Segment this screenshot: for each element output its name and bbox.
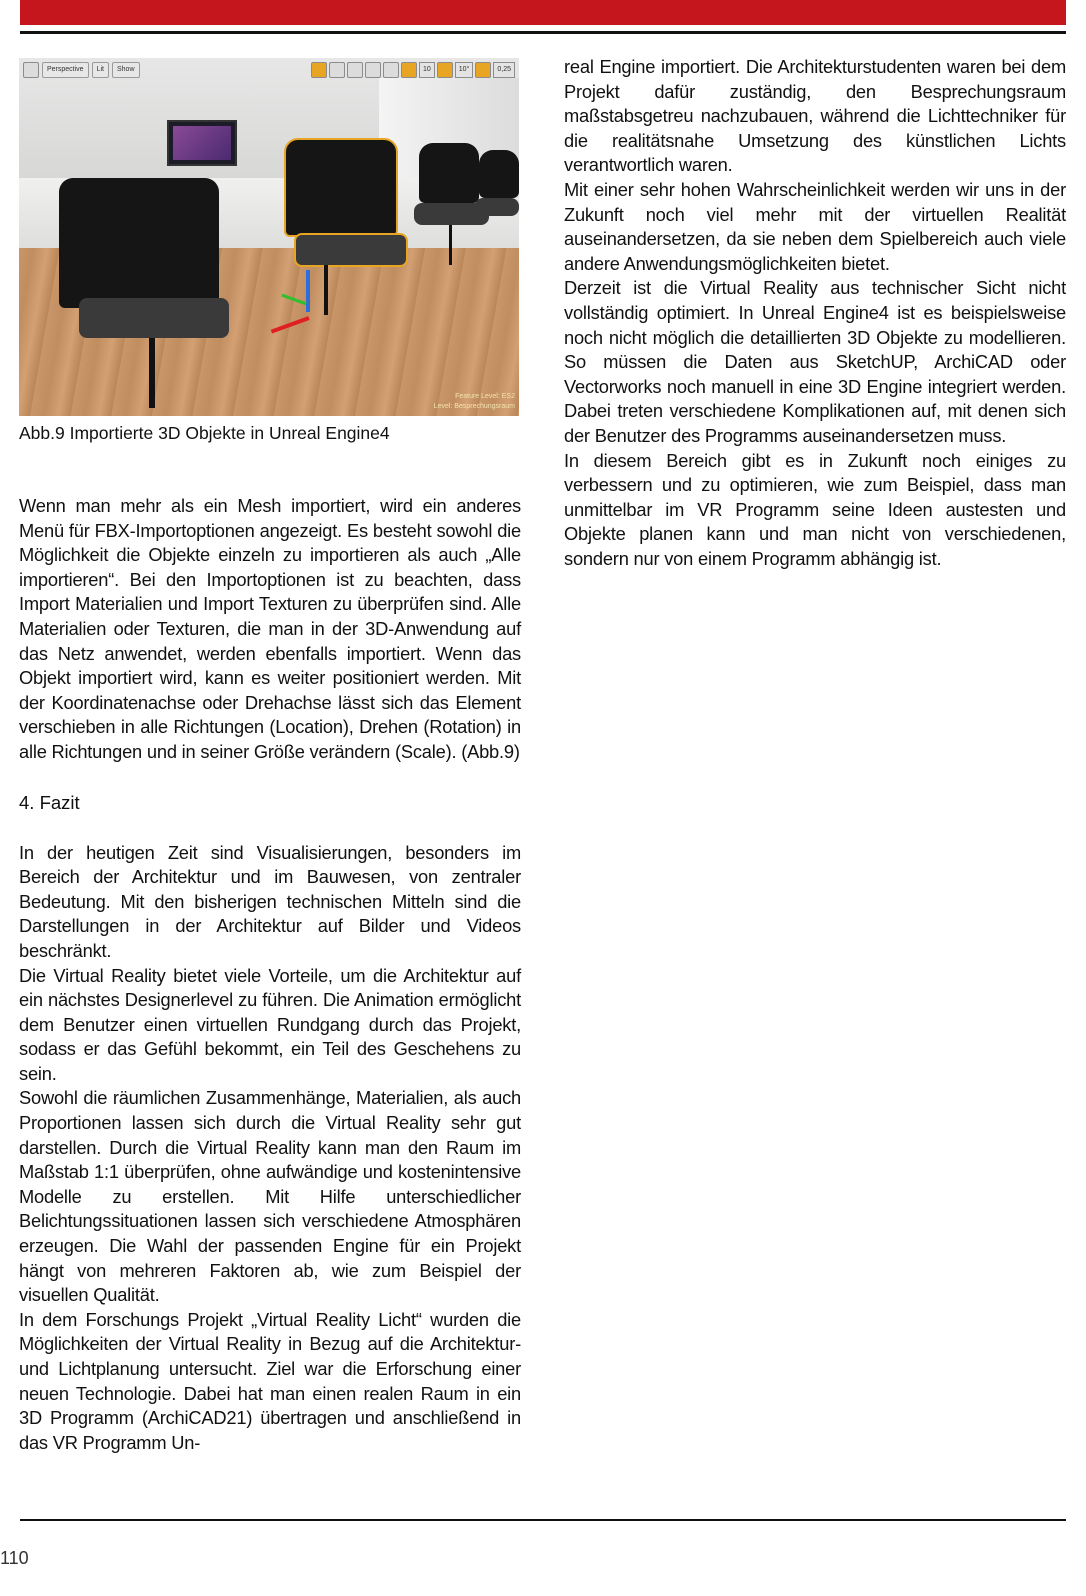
rotate-icon xyxy=(329,62,345,78)
section-heading-fazit: 4. Fazit xyxy=(19,791,80,813)
header-accent-band xyxy=(20,0,1066,25)
header-rule xyxy=(20,31,1066,34)
paragraph: In dem Forschungs Projekt „Virtual Reality Licht“ wurden die Möglichkeiten der Virtual Reality in Bezug auf die Architektur- und Lichtplanung untersucht. Ziel war die Erforschung einer neuen Technologie. Dabei hat man einen realen Raum in ein 3D Programm (ArchiCAD21) übertragen und anschließend in das VR Programm Un- xyxy=(19,1308,521,1453)
figure-caption: Abb.9 Importierte 3D Objekte in Unreal Engine4 xyxy=(19,423,390,443)
perspective-button: Perspective xyxy=(42,62,89,78)
figure-monitor xyxy=(167,120,237,166)
paragraph: Wenn man mehr als ein Mesh importiert, wird ein anderes Menü für FBX-Importoptionen angezeigt. Es besteht sowohl die Möglichkeit die Objekte einzeln zu importieren als auch „Alle importieren“. Bei den Importoptionen ist zu beachten, dass Import Materialien und Import Texturen zu überprüfen sind. Alle Materialien oder Texturen, die man in der 3D-Anwendung auf das Netz anwendet, werden ebenfalls importiert. Wenn das Objekt importiert wird, kann es weiter positioniert werden. Mit der Koordinatenachse oder Drehachse lässt sich das Element verschieben in alle Richtungen (Location), Drehen (Rotation) in alle Richtungen und in seiner Größe verändern (Scale). (Abb.9) xyxy=(19,495,521,762)
paragraph: Die Virtual Reality bietet viele Vorteile, um die Architektur auf ein nächstes Designerlevel zu führen. Die Animation ermöglicht dem Benutzer einen virtuellen Rundgang durch das Projekt, sodass er das Gefühl bekommt, ein Teil des Geschehens zu sein. xyxy=(19,964,521,1084)
lit-button: Lit xyxy=(92,62,109,78)
figure-unreal-engine-screenshot xyxy=(19,58,519,416)
transform-gizmo-z-axis xyxy=(306,270,310,312)
paragraph: Mit einer sehr hohen Wahrscheinlichkeit werden wir uns in der Zukunft noch viel mehr mit der virtuellen Realität auseinandersetzen, da sie neben dem Spielbereich auch viele andere Anwendungsmöglichkeiten bietet. xyxy=(564,178,1066,274)
paragraph: Derzeit ist die Virtual Reality aus technischer Sicht nicht vollständig optimiert. In Unreal Engine4 ist es beispielsweise noch nicht möglich die detaillierten 3D Objekte zu modellieren. So müssen die Daten aus SketchUP, ArchiCAD oder Vectorworks noch manuell in eine 3D Engine integriert werden. Dabei treten verschiedene Komplikationen auf, mit denen sich der Benutzer des Programms auseinandersetzen muss. xyxy=(564,277,1066,446)
paragraph: Sowohl die räumlichen Zusammenhänge, Materialien, als auch Proportionen lassen sich durch die Virtual Reality sehr gut darstellen. Durch die Virtual Reality kann man den Raum im Maßstab 1:1 überprüfen, ohne aufwändige und kostenintensive Modelle zu erstellen. Mit Hilfe unterschiedlicher Belichtungssituationen lassen sich verschiedene Atmosphären erzeugen. Die Wahl der passenden Engine für ein Projekt hängt von mehreren Faktoren ab, wie zum Beispiel der visuellen Qualität. xyxy=(19,1087,521,1306)
right-column xyxy=(564,55,1066,571)
scale-snap-icon xyxy=(475,62,491,78)
viewport-level-info xyxy=(434,392,515,412)
footer-rule xyxy=(20,1519,1066,1521)
page-number: 110 xyxy=(0,1548,29,1568)
viewport-toolbar-left xyxy=(23,62,140,78)
intro-text xyxy=(19,494,521,765)
show-button: Show xyxy=(112,62,140,78)
grid-size-value: 10 xyxy=(419,62,435,78)
fazit-text xyxy=(19,841,521,1456)
grid-snap-icon xyxy=(401,62,417,78)
left-column xyxy=(19,58,521,1455)
viewport-toolbar-right xyxy=(311,62,515,78)
paragraph: In der heutigen Zeit sind Visualisierungen, besonders im Bereich der Architektur und im Bauwesen, von zentraler Bedeutung. Mit den bisherigen technischen Mitteln sind die Darstellungen in der Architektur auf Bilder und Videos beschränkt. xyxy=(19,841,521,961)
scale-snap-value: 0,25 xyxy=(493,62,515,78)
paragraph: real Engine importiert. Die Architekturstudenten waren bei dem Projekt dafür zuständig, den Besprechungsraum maßstabsgetreu nachzubauen, während die Lichttechniker für die realitätsnahe Umsetzung des künstlichen Lichts verantwortlich waren. xyxy=(564,56,1066,176)
world-icon xyxy=(365,62,381,78)
level-name-label: Level: Besprechungsraum xyxy=(433,403,515,410)
translate-icon xyxy=(311,62,327,78)
rotation-snap-icon xyxy=(437,62,453,78)
scale-icon xyxy=(347,62,363,78)
surface-snap-icon xyxy=(383,62,399,78)
feature-level-label: Feature Level: ES2 xyxy=(455,393,515,400)
paragraph: In diesem Bereich gibt es in Zukunft noch einiges zu verbessern und zu optimieren, wie zum Beispiel, dass man unmittelbar im VR Programm seine Ideen austesten und Objekte planen kann und man nicht von verschiedenen, sondern nur von einem Programm abhängig ist. xyxy=(564,449,1066,569)
rotation-snap-value: 10° xyxy=(455,62,474,78)
viewport-menu-icon xyxy=(23,62,39,78)
